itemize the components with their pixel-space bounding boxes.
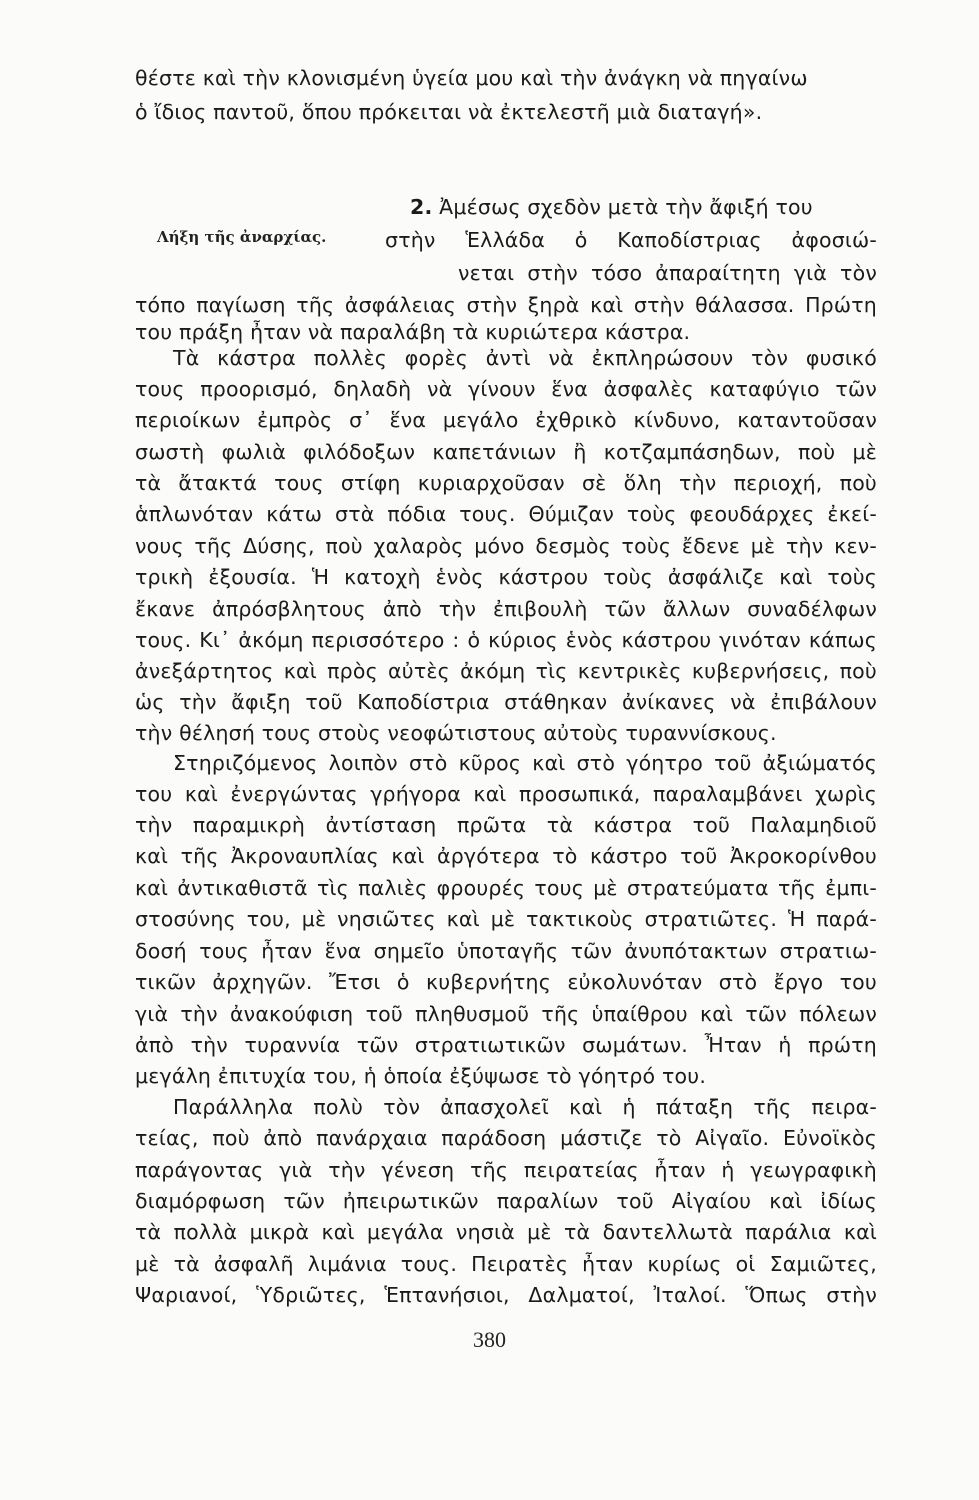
text-line: μὲ τὰ ἀσφαλῆ λιμάνια τους. Πειρατὲς ἦταν κυρίως οἱ Σαμιῶτες,	[135, 1252, 877, 1276]
text-line: περιοίκων ἐμπρὸς σ᾽ ἕνα μεγάλο ἐχθρικὸ κίνδυνο, καταντοῦσαν	[135, 408, 877, 432]
section-first-line	[410, 193, 877, 221]
text-line: παράγοντας γιὰ τὴν γένεση τῆς πειρατείας ἦταν ἡ γεωγραφικὴ	[135, 1158, 877, 1182]
text-line: γιὰ τὴν ἀνακούφιση τοῦ πληθυσμοῦ τῆς ὑπαίθρου καὶ τῶν πόλεων	[135, 1002, 877, 1026]
text-line: θέστε καὶ τὴν κλονισμένη ὑγεία μου καὶ τὴν ἀνάγκη νὰ πηγαίνω	[135, 66, 808, 90]
text-line: ἁπλωνόταν κάτω στὰ πόδια τους. Θύμιζαν τοὺς φεουδάρχες ἐκεί-	[135, 502, 877, 526]
text-line: ἀπὸ τὴν τυραννία τῶν στρατιωτικῶν σωμάτων. Ἦταν ἡ πρώτη	[135, 1033, 877, 1057]
text-line: καὶ τῆς Ἀκροναυπλίας καὶ ἀργότερα τὸ κάστρο τοῦ Ἀκροκορίνθου	[135, 844, 877, 868]
text-line: ὡς τὴν ἄφιξη τοῦ Καποδίστρια στάθηκαν ἀνίκανες νὰ ἐπιβάλουν	[135, 690, 877, 714]
text-line: τόπο παγίωση τῆς ἀσφάλειας στὴν ξηρὰ καὶ στὴν θάλασσα. Πρώτη	[135, 293, 877, 317]
text-line: τὴν θέλησή τους στοὺς νεοφώτιστους αὐτοὺς τυραννίσκους.	[135, 721, 777, 745]
text-line: ἔκανε ἀπρόσβλητους ἀπὸ τὴν ἐπιβουλὴ τῶν ἄλλων συναδέλφων	[135, 597, 877, 621]
text-line: ἀνεξάρτητος καὶ πρὸς αὐτὲς ἀκόμη τὶς κεντρικὲς κυβερνήσεις, ποὺ	[135, 659, 877, 683]
text-line: καὶ ἀντικαθιστᾶ τὶς παλιὲς φρουρές τους μὲ στρατεύματα τῆς ἐμπι-	[135, 876, 877, 900]
page-number: 380	[473, 1327, 506, 1352]
text-line: Ψαριανοί, Ὑδριῶτες, Ἑπτανήσιοι, Δαλματοί, Ἰταλοί. Ὅπως στὴν	[135, 1283, 877, 1307]
text-line: νεται στὴν τόσο ἀπαραίτητη γιὰ τὸν	[458, 261, 877, 285]
text-line: μεγάλη ἐπιτυχία του, ἡ ὁποία ἐξύψωσε τὸ γόητρό του.	[135, 1064, 707, 1088]
text-line: τικῶν ἀρχηγῶν. Ἔτσι ὁ κυβερνήτης εὐκολυνόταν στὸ ἔργο του	[135, 970, 877, 994]
text-line: Ἀμέσως σχεδὸν μετὰ τὴν ἄφιξή του	[439, 195, 813, 219]
text-line: τους. Κι᾽ ἀκόμη περισσότερο : ὁ κύριος ἑνὸς κάστρου γινόταν κάπως	[135, 628, 877, 652]
text-line: τρικὴ ἐξουσία. Ἡ κατοχὴ ἑνὸς κάστρου τοὺς ἀσφάλιζε καὶ τοὺς	[135, 565, 877, 589]
text-line: Παράλληλα πολὺ τὸν ἀπασχολεῖ καὶ ἡ πάταξη τῆς πειρα-	[173, 1095, 877, 1119]
text-line: τὰ πολλὰ μικρὰ καὶ μεγάλα νησιὰ μὲ τὰ δαντελλωτὰ παράλια καὶ	[135, 1220, 877, 1244]
text-line: δοσή τους ἦταν ἕνα σημεῖο ὑποταγῆς τῶν ἀνυπότακτων στρατιω-	[135, 939, 877, 963]
section-number: 2.	[410, 195, 433, 219]
text-line: σωστὴ φωλιὰ φιλόδοξων καπετάνιων ἢ κοτζαμπάσηδων, ποὺ μὲ	[135, 440, 877, 464]
text-line: Τὰ κάστρα πολλὲς φορὲς ἀντὶ νὰ ἐκπληρώσουν τὸν φυσικό	[173, 346, 877, 370]
marginal-note: Λήξη τῆς ἀναρχίας.	[157, 228, 327, 246]
text-line: ὁ ἴδιος παντοῦ, ὅπου πρόκειται νὰ ἐκτελεστῆ μιὰ διαταγή».	[135, 100, 763, 124]
text-line: Στηριζόμενος λοιπὸν στὸ κῦρος καὶ στὸ γόητρο τοῦ ἀξιώματός	[173, 751, 877, 775]
text-line: του πράξη ἦταν νὰ παραλάβη τὰ κυριώτερα κάστρα.	[135, 320, 691, 344]
text-line: διαμόρφωση τῶν ἠπειρωτικῶν παραλίων τοῦ Αἰγαίου καὶ ἰδίως	[135, 1189, 877, 1213]
text-line: νους τῆς Δύσης, ποὺ χαλαρὸς μόνο δεσμὸς τοὺς ἔδενε μὲ τὴν κεν-	[135, 534, 877, 558]
text-line: του καὶ ἐνεργώντας γρήγορα καὶ προσωπικά, παραλαμβάνει χωρὶς	[135, 782, 877, 806]
text-line: στὴν Ἑλλάδα ὁ Καποδίστριας ἀφοσιώ-	[385, 228, 877, 252]
text-line: τους προορισμό, δηλαδὴ νὰ γίνουν ἕνα ἀσφαλὲς καταφύγιο τῶν	[135, 377, 877, 401]
text-line: τὰ ἄτακτά τους στίφη κυριαρχοῦσαν σὲ ὅλη τὴν περιοχή, ποὺ	[135, 471, 877, 495]
text-line: τείας, ποὺ ἀπὸ πανάρχαια παράδοση μάστιζε τὸ Αἰγαῖο. Εὐνοϊκὸς	[135, 1126, 877, 1150]
text-line: στοσύνης του, μὲ νησιῶτες καὶ μὲ τακτικοὺς στρατιῶτες. Ἡ παρά-	[135, 907, 877, 931]
text-line: τὴν παραμικρὴ ἀντίσταση πρῶτα τὰ κάστρα τοῦ Παλαμηδιοῦ	[135, 813, 877, 837]
